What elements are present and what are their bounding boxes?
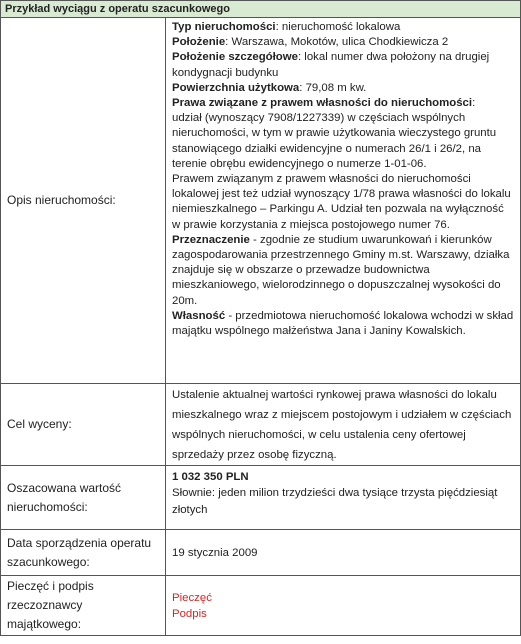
property-rights-text-2: Prawem związanym z prawem własności do nieruchomości lokalowej jest też udział wynoszący 1/78 prawa własności do lokalu niemieszkalnego – Parkingu A. Udział ten pozwala na wyłączność w prawie korzystania z miejsca postojowego numer 76. (172, 173, 511, 231)
property-rights-text-1: udział (wynoszący 7908/1227339) w częściach wspólnych nieruchomości, w tym w prawie użytkowania wieczystego gruntu stanowiącego działki ewidencyjne o numerach 26/1 i 26/2, na terenie obrębu ewidencyjnego o numerze 1-01-06. (172, 112, 497, 170)
valuation-amount-words: Słownie: jeden milion trzydzieści dwa tysiące trzysta pięćdziesiąt złotych (172, 487, 498, 516)
row-value-date: 19 stycznia 2009 (166, 530, 521, 576)
row-date (1, 530, 521, 576)
row-stamp (1, 576, 521, 636)
row-label-date: Data sporządzenia operatu szacunkowego: (1, 530, 166, 576)
property-rights-title: Prawa związane z prawem własności do nieruchomości: (172, 97, 476, 110)
row-label-value: Oszacowana wartość nieruchomości: (1, 466, 166, 530)
row-value-stamp (166, 576, 521, 636)
valuation-amount: 1 032 350 PLN (172, 471, 249, 483)
row-label-description: Opis nieruchomości: (1, 18, 166, 384)
stamp-text: Pieczęć (172, 591, 212, 604)
signature-text: Podpis (172, 607, 207, 620)
row-description (1, 18, 521, 384)
property-location: Położenie: Warszawa, Mokotów, ulica Chodkiewicza 2 (172, 36, 449, 49)
table-header: Przykład wyciągu z operatu szacunkowego (1, 1, 521, 18)
row-label-purpose: Cel wyceny: (1, 384, 166, 466)
property-purpose: Przeznaczenie - zgodnie ze studium uwarunkowań i kierunków zagospodarowania przestrzennego Gminy m.st. Warszawy, działka znajduje się w obszarze o przewadze budownictwa mieszkaniowego, wielorodzinnego o dopuszczalnej wysokości do 20m. (172, 233, 510, 307)
property-location-detail: Położenie szczegółowe: lokal numer dwa położony na drugiej kondygnacji budynku (172, 51, 490, 79)
row-label-stamp: Pieczęć i podpis rzeczoznawcy majątkowego: (1, 576, 166, 636)
row-value-purpose: Ustalenie aktualnej wartości rynkowej prawa własności do lokalu mieszkalnego wraz z miejscem postojowym i udziałem w częściach wspólnych nieruchomości, w celu ustalenia ceny ofertowej sprzedaży przez osobę fizyczną. (166, 384, 521, 466)
row-value-description (166, 18, 521, 384)
row-value (1, 466, 521, 530)
property-type: Typ nieruchomości: nieruchomość lokalowa (172, 21, 401, 33)
property-area: Powierzchnia użytkowa: 79,08 m kw. (172, 81, 367, 94)
row-purpose (1, 384, 521, 466)
property-ownership: Własność - przedmiotowa nieruchomość lokalowa wchodzi w skład majątku wspólnego małżeństwa Jana i Janiny Kowalskich. (172, 309, 514, 338)
row-value-amount (166, 466, 521, 530)
table-header-row (1, 1, 521, 18)
